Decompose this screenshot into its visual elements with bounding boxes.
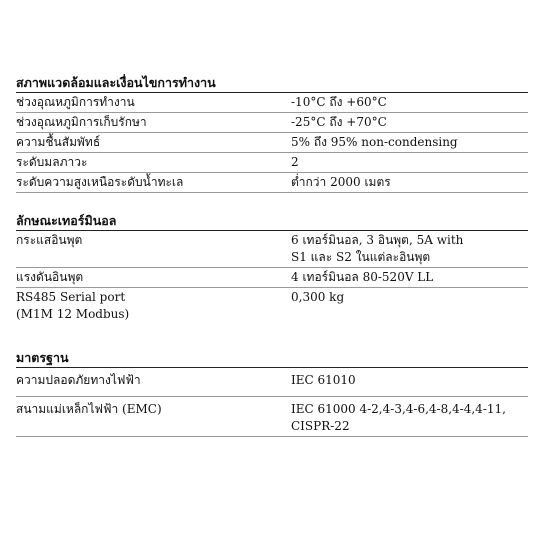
spec-row: [16, 288, 528, 324]
spec-row: [16, 173, 528, 193]
spec-sheet: [16, 74, 528, 437]
spec-value: 0,300 kg: [291, 290, 345, 304]
spec-label: กระแสอินพุต: [16, 233, 83, 247]
spec-value: 4 เทอร์มินอล 80-520V LL: [291, 270, 434, 284]
section-spacer: [16, 324, 528, 349]
spec-value: ต่ำกว่า 2000 เมตร: [291, 175, 391, 189]
spec-row: [16, 153, 528, 173]
spec-row: [16, 113, 528, 133]
spec-label: ระดับมลภาวะ: [16, 155, 88, 169]
spec-row: [16, 397, 528, 437]
spec-label: แรงดันอินพุต: [16, 270, 84, 284]
spec-label: ความชื้นสัมพัทธ์: [16, 135, 101, 149]
spec-label: RS485 Serial port (M1M 12 Modbus): [16, 290, 130, 321]
spec-label: ช่วงอุณหภูมิการเก็บรักษา: [16, 115, 147, 129]
spec-row: [16, 133, 528, 153]
section-heading-terminals: ลักษณะเทอร์มินอล: [16, 212, 528, 231]
spec-value: 2: [291, 155, 299, 169]
spec-value: 5% ถึง 95% non-condensing: [291, 135, 458, 149]
spec-value: 6 เทอร์มินอล, 3 อินพุต, 5A with S1 และ S2 ในแต่ละอินพุต: [291, 233, 464, 264]
spec-row: [16, 368, 528, 397]
spec-row: [16, 231, 528, 268]
spec-value: -10°C ถึง +60°C: [291, 95, 387, 109]
section-spacer: [16, 193, 528, 212]
spec-label: สนามแม่เหล็กไฟฟ้า (EMC): [16, 402, 162, 416]
spec-label: ความปลอดภัยทางไฟฟ้า: [16, 373, 141, 387]
spec-value: IEC 61010: [291, 373, 356, 387]
spec-label: ช่วงอุณหภูมิการทำงาน: [16, 95, 135, 109]
section-heading-environment: สภาพแวดล้อมและเงื่อนไขการทำงาน: [16, 74, 528, 93]
spec-row: [16, 93, 528, 113]
spec-row: [16, 268, 528, 288]
spec-value: IEC 61000 4-2,4-3,4-6,4-8,4-4,4-11, CISPR-22: [291, 402, 506, 433]
section-heading-standards: มาตรฐาน: [16, 349, 528, 368]
spec-label: ระดับความสูงเหนือระดับน้ำทะเล: [16, 175, 184, 189]
spec-value: -25°C ถึง +70°C: [291, 115, 387, 129]
